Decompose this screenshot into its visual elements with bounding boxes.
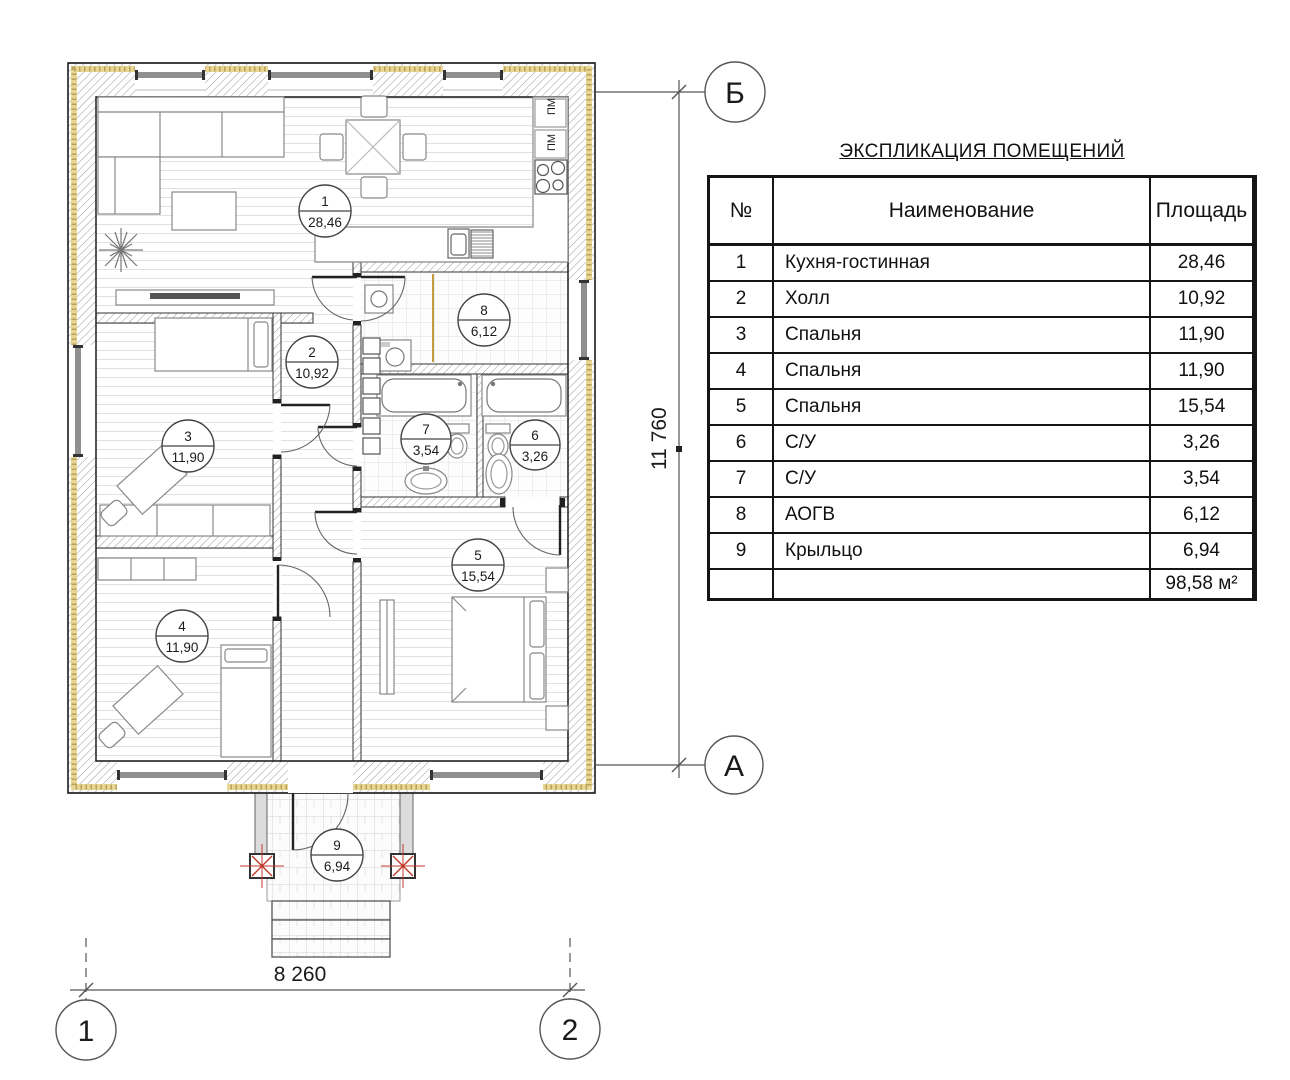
nightstand [546, 568, 568, 592]
cabinet [98, 558, 196, 580]
bed-single [221, 645, 271, 757]
row-num: 7 [710, 462, 774, 498]
appliance-label-pm: ПМ [546, 133, 558, 151]
row-area: 10,92 [1151, 282, 1252, 318]
room-label-7 [401, 414, 451, 464]
svg-text:6,94: 6,94 [323, 859, 351, 874]
window [117, 762, 227, 792]
svg-text:1: 1 [77, 1015, 95, 1048]
explication-table [707, 141, 1257, 601]
row-area: 3,54 [1151, 462, 1252, 498]
plant [99, 228, 143, 272]
axis-marker-2 [540, 999, 600, 1059]
dimension-width-label: 8 260 [273, 963, 327, 986]
svg-text:9: 9 [333, 838, 341, 853]
explication-grid [707, 175, 1257, 601]
axis-marker-a [705, 736, 763, 794]
svg-text:5: 5 [474, 548, 482, 563]
row-num: 1 [710, 246, 774, 282]
row-area: 11,90 [1151, 318, 1252, 354]
row-area: 6,94 [1151, 534, 1252, 570]
porch-step [272, 901, 390, 920]
svg-text:2: 2 [561, 1014, 579, 1047]
bathtub [482, 375, 566, 416]
row-name: С/У [774, 462, 1151, 498]
row-num: 2 [710, 282, 774, 318]
total-area: 98,58 м² [1151, 570, 1252, 598]
row-name: Кухня-гостинная [774, 246, 1151, 282]
total-row-empty [774, 570, 1151, 598]
axis-marker-1 [56, 1000, 116, 1060]
svg-text:3: 3 [184, 429, 192, 444]
boiler [365, 285, 393, 313]
row-name: Спальня [774, 390, 1151, 426]
row-name: Крыльцо [774, 534, 1151, 570]
svg-text:Б: Б [725, 77, 745, 110]
svg-text:8: 8 [480, 303, 488, 318]
row-num: 6 [710, 426, 774, 462]
svg-text:6,12: 6,12 [470, 324, 498, 339]
svg-text:10,92: 10,92 [295, 366, 329, 381]
bed-double [452, 597, 546, 702]
svg-text:28,46: 28,46 [308, 215, 342, 230]
bed-single [155, 318, 272, 371]
svg-text:15,54: 15,54 [461, 569, 495, 584]
col-header-num: № [710, 178, 774, 246]
appliance-label-pm: ПМ [546, 97, 558, 115]
porch-step [272, 939, 390, 957]
stove [535, 160, 567, 194]
room-label-3 [162, 420, 214, 472]
room-label-8 [458, 294, 510, 346]
bathtub [377, 375, 471, 416]
row-name: Спальня [774, 354, 1151, 390]
window [569, 280, 594, 360]
col-header-name: Наименование [774, 178, 1151, 246]
row-name: Спальня [774, 318, 1151, 354]
window [268, 64, 373, 96]
kitchen-sink [448, 229, 493, 258]
nightstand [546, 706, 568, 730]
window [443, 64, 503, 96]
bathroom-sink [486, 454, 512, 494]
svg-text:6: 6 [531, 428, 539, 443]
room-label-1 [299, 185, 351, 237]
row-num: 3 [710, 318, 774, 354]
row-num: 8 [710, 498, 774, 534]
svg-text:3,26: 3,26 [521, 449, 549, 464]
total-row-empty [710, 570, 774, 598]
window [69, 345, 95, 457]
room-label-6 [510, 420, 560, 470]
porch-step [272, 920, 390, 939]
toilet [486, 424, 510, 458]
svg-text:2: 2 [308, 345, 316, 360]
table-title: ЭКСПЛИКАЦИЯ ПОМЕЩЕНИЙ [839, 141, 1125, 162]
room-label-9 [311, 829, 363, 881]
row-area: 3,26 [1151, 426, 1252, 462]
washing-machine [379, 340, 411, 371]
row-num: 9 [710, 534, 774, 570]
svg-text:1: 1 [321, 194, 329, 209]
entrance-opening [288, 762, 353, 793]
window [430, 762, 543, 792]
row-area: 15,54 [1151, 390, 1252, 426]
row-area: 28,46 [1151, 246, 1252, 282]
row-name: АОГВ [774, 498, 1151, 534]
row-num: 5 [710, 390, 774, 426]
svg-text:11,90: 11,90 [165, 640, 199, 655]
coffee-table [172, 192, 236, 230]
row-area: 6,12 [1151, 498, 1252, 534]
svg-text:4: 4 [178, 619, 186, 634]
svg-text:11,90: 11,90 [171, 450, 205, 465]
dimension-node [676, 446, 682, 452]
dimension-height-label: 11 760 [648, 407, 671, 470]
svg-text:3,54: 3,54 [412, 443, 440, 458]
row-name: Холл [774, 282, 1151, 318]
svg-text:А: А [723, 750, 745, 783]
tv [150, 293, 240, 299]
window [135, 64, 205, 96]
axis-marker-b [705, 62, 765, 122]
room-label-4 [156, 610, 208, 662]
svg-text:7: 7 [422, 422, 430, 437]
room-label-5 [452, 539, 504, 591]
row-area: 11,90 [1151, 354, 1252, 390]
col-header-area: Площадь [1151, 178, 1252, 246]
row-name: С/У [774, 426, 1151, 462]
row-num: 4 [710, 354, 774, 390]
room-label-2 [286, 336, 338, 388]
